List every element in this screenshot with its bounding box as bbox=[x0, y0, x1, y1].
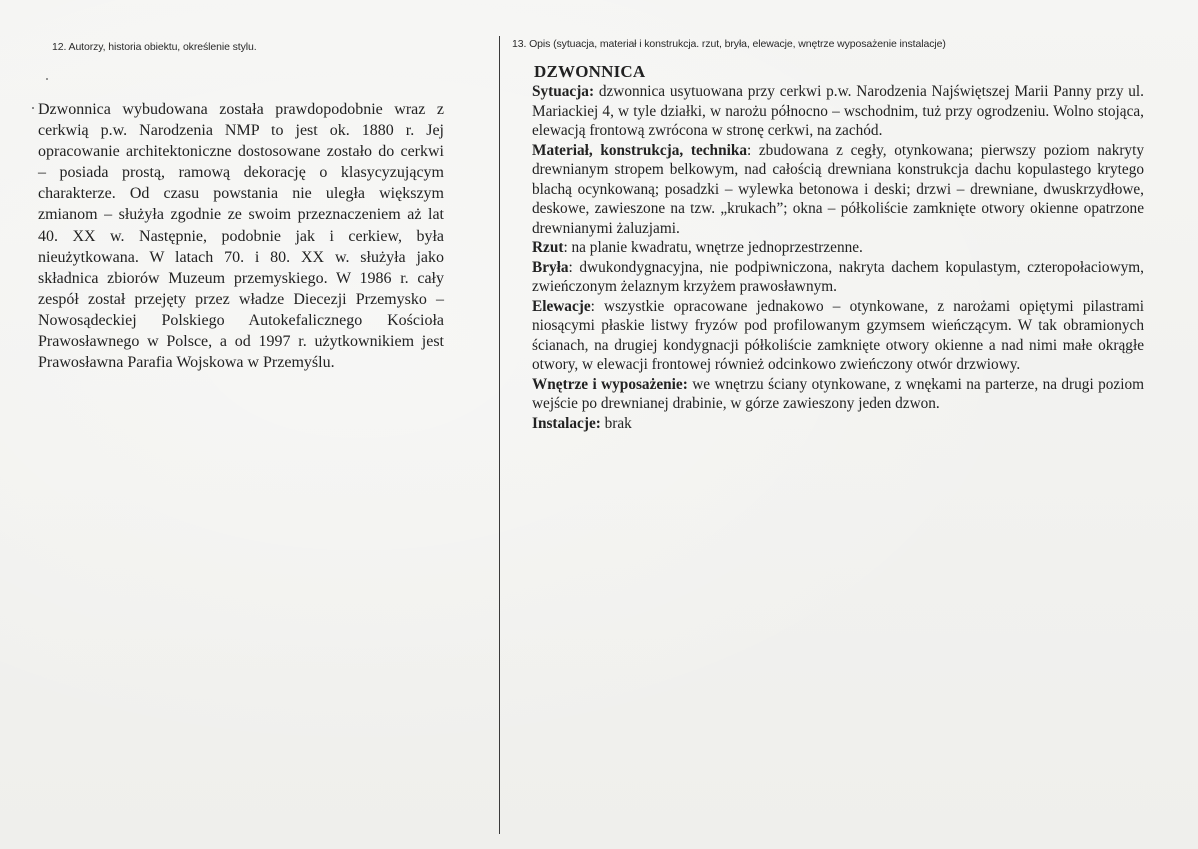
section-body: : na planie kwadratu, wnętrze jednoprzestrzenne. bbox=[563, 239, 863, 256]
section-heading: Bryła bbox=[532, 258, 569, 276]
history-text-block bbox=[38, 99, 444, 373]
section-heading: Instalacje: bbox=[532, 414, 601, 432]
section-heading: Wnętrze i wyposażenie: bbox=[532, 375, 688, 393]
object-title: DZWONNICA bbox=[534, 62, 646, 81]
section-heading: Sytuacja: bbox=[532, 83, 595, 100]
section-material bbox=[532, 141, 1144, 239]
section-bryla bbox=[532, 258, 1144, 297]
section-body: : zbudowana z cegły, otynkowana; pierwszy poziom nakryty drewnianym stropem belkowym, nad całością drewniana konstrukcja dachu kopulastego krytego blachą ocynkowaną; posadzki – wylewka betonowa i deski; drzwi – drewniane, dwuskrzydłowe, deskowe, zawieszone na tzw. „krukach”; okna – półkoliście zamknięte otwory okienne opatrzone drewnianymi żaluzjami. bbox=[532, 141, 1144, 237]
column-divider bbox=[499, 36, 500, 834]
description-text-block bbox=[532, 62, 1144, 433]
section-body: : wszystkie opracowane jednakowo – otynkowane, z narożami opiętymi pilastrami niosącymi płaskie listwy fryzów pod profilowanym gzymsem wieńczącym. W tak obramionych ścianach, na drugiej kondygnacji półkoliście zamknięte otwory okienne a nad nimi małe okrągłe otwory, w elewacji frontowej również odcinkowo zwieńczony otwór drzwiowy. bbox=[532, 297, 1144, 373]
section-wnetrze bbox=[532, 375, 1144, 414]
section-13-label: 13. Opis (sytuacja, materiał i konstrukcja. rzut, bryła, elewacje, wnętrze wyposażenie instalacje) bbox=[512, 38, 946, 50]
section-heading: Elewacje bbox=[532, 297, 591, 315]
history-paragraph: Dzwonnica wybudowana została prawdopodobnie wraz z cerkwią p.w. Narodzenia NMP to jest ok. 1880 r. Jej opracowanie architektoniczne dostosowane zostało do cerkwi – posiada prostą, ramową dekorację o klasycyzującym charakterze. Od czasu powstania nie uległa większym zmianom – służyła zgodnie ze swoim przeznaczeniem aż lat 40. XX w. Następnie, podobnie jak i cerkiew, była nieużytkowana. W latach 70. i 80. XX w. służyła jako składnica zbiorów Muzeum przemyskiego. W 1986 r. cały zespół został przejęty przez władze Diecezji Przemysko – Nowosądeckiej Polskiego Autokefalicznego Kościoła Prawosławnego w Polsce, a od 1997 r. użytkownikiem jest Prawosławna Parafia Wojskowa w Przemyślu. bbox=[38, 101, 444, 372]
section-body: : dwukondygnacyjna, nie podpiwniczona, nakryta dachem kopulastym, czteropołaciowym, zwieńczonym żelaznym krzyżem prawosławnym. bbox=[532, 258, 1144, 295]
section-heading: Materiał, konstrukcja, technika bbox=[532, 141, 747, 159]
section-body: dzwonnica usytuowana przy cerkwi p.w. Narodzenia Najświętszej Marii Panny przy ul. Mariackiej 4, w tyle działki, w narożu północno – wschodnim, tuż przy ogrodzeniu. Wolno stojąca, elewacją frontową zwrócona w stronę cerkwi, na zachód. bbox=[532, 83, 1144, 139]
section-12-label: 12. Autorzy, historia obiektu, określenie stylu. bbox=[52, 41, 257, 53]
section-body: brak bbox=[600, 414, 632, 432]
section-body: we wnętrzu ściany otynkowane, z wnękami na parterze, na drugi poziom wejście po drewnianej drabinie, w górze zawieszony jeden dzwon. bbox=[532, 375, 1144, 412]
margin-mark bbox=[46, 78, 48, 80]
section-elewacje bbox=[532, 297, 1144, 375]
section-instalacje bbox=[532, 414, 1144, 434]
section-heading: Rzut bbox=[532, 239, 564, 256]
margin-dot bbox=[32, 107, 34, 109]
section-rzut bbox=[532, 238, 1144, 258]
section-sytuacja bbox=[532, 82, 1144, 141]
